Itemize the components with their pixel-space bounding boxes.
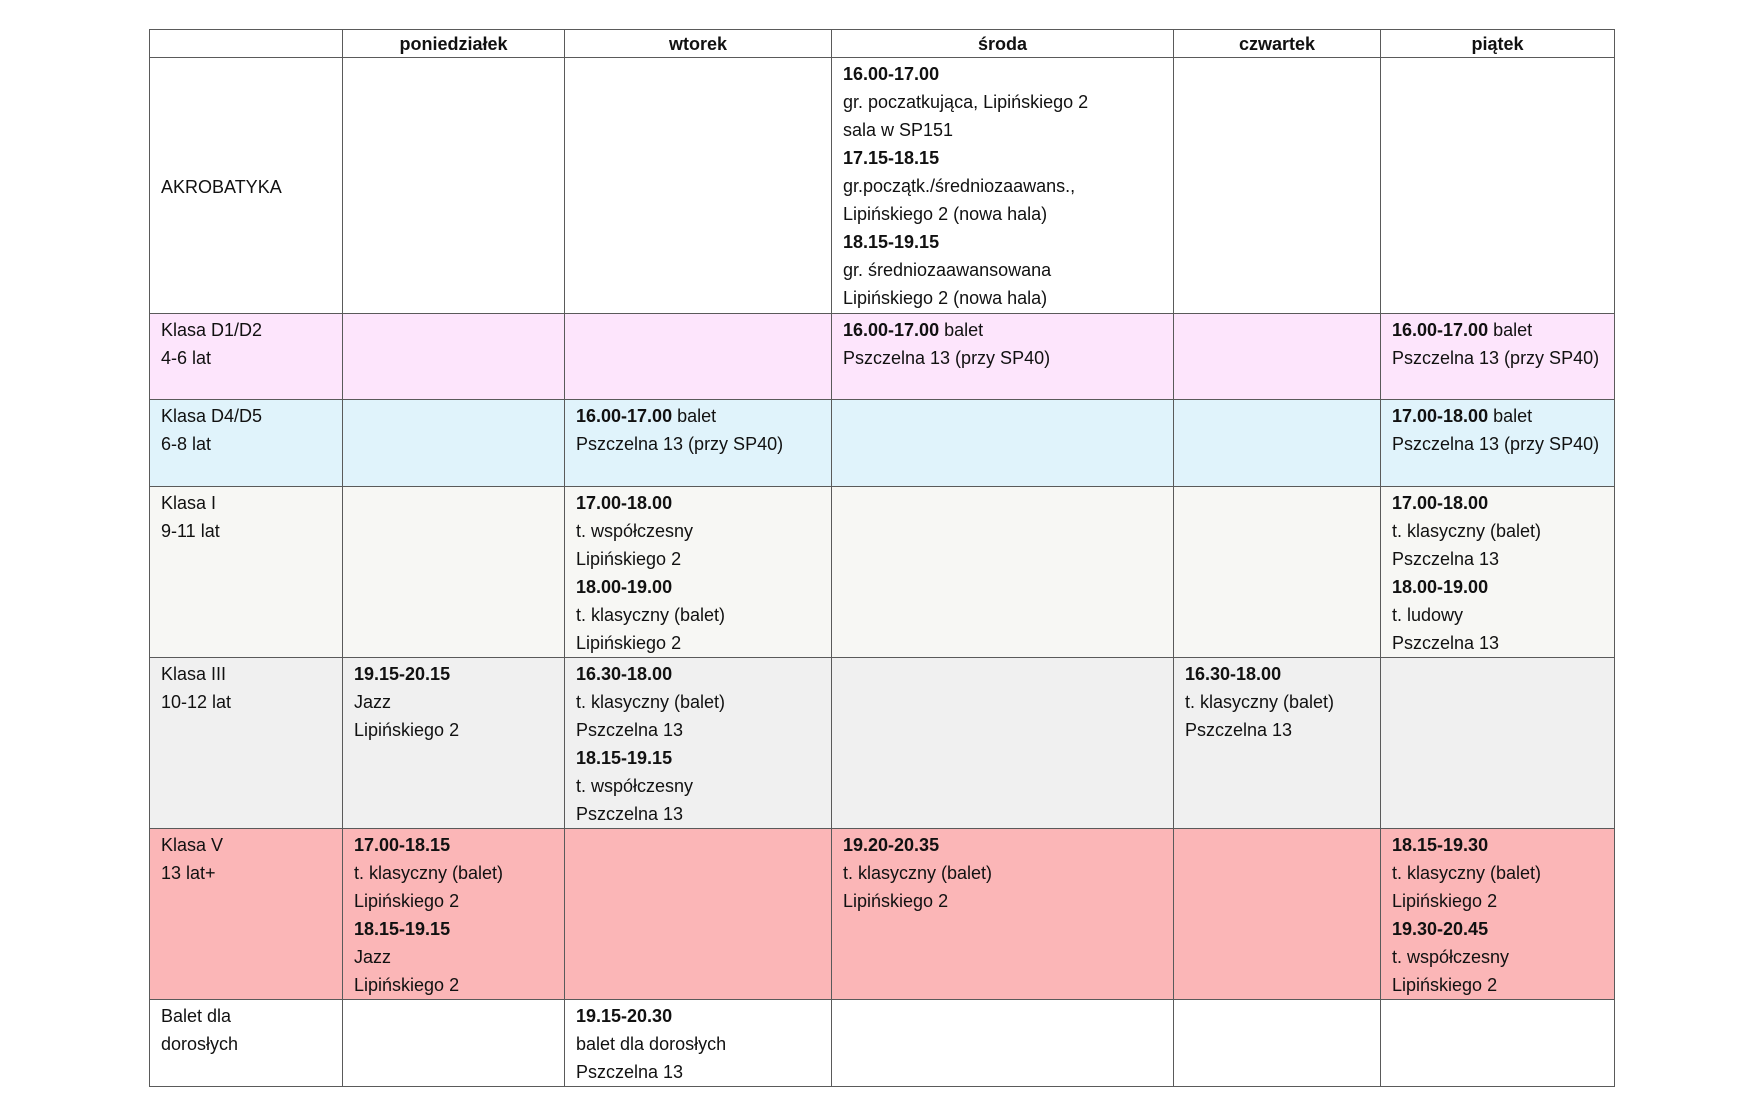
session-detail-line	[1185, 688, 1370, 716]
session-time-line	[354, 660, 554, 688]
session-text: Pszczelna 13 (przy SP40)	[576, 434, 784, 454]
row-klasa5	[150, 829, 1615, 1000]
session-time: 18.15-19.15	[576, 748, 673, 768]
header-wednesday: środa	[832, 30, 1174, 58]
class-label-line: 10-12 lat	[161, 692, 232, 712]
session-text: t. klasyczny (balet)	[576, 605, 726, 625]
cell-wednesday	[832, 1000, 1174, 1087]
session-detail-line	[843, 172, 1163, 200]
row-klasa1	[150, 487, 1615, 658]
cell-wednesday	[832, 829, 1174, 1000]
cell-wednesday	[832, 58, 1174, 314]
cell-monday	[343, 829, 565, 1000]
class-label	[150, 829, 343, 1000]
cell-monday	[343, 1000, 565, 1087]
session-text: Pszczelna 13	[576, 1062, 684, 1082]
header-thursday: czwartek	[1174, 30, 1381, 58]
session-detail-line	[576, 800, 821, 828]
session-time: 18.00-19.00	[576, 577, 673, 597]
header-monday: poniedziałek	[343, 30, 565, 58]
session-detail-line	[1392, 971, 1604, 999]
session-text: Jazz	[354, 692, 392, 712]
session-time: 16.30-18.00	[1185, 664, 1282, 684]
class-label	[150, 400, 343, 487]
header-tuesday: wtorek	[565, 30, 832, 58]
session-time: 17.00-18.15	[354, 835, 451, 855]
session-detail-line	[843, 344, 1163, 372]
cell-thursday	[1174, 829, 1381, 1000]
session-text: t. klasyczny (balet)	[1392, 863, 1542, 883]
cell-tuesday	[565, 658, 832, 829]
row-akrobatyka	[150, 58, 1615, 314]
cell-friday	[1381, 314, 1615, 400]
cell-monday	[343, 658, 565, 829]
session-text: Jazz	[354, 947, 392, 967]
session-time-line	[1185, 660, 1370, 688]
session-text: balet	[672, 406, 717, 426]
session-text: Pszczelna 13	[1392, 633, 1500, 653]
cell-tuesday	[565, 829, 832, 1000]
session-time: 18.00-19.00	[1392, 577, 1489, 597]
cell-friday	[1381, 829, 1615, 1000]
session-detail-line	[843, 887, 1163, 915]
class-label-line: 9-11 lat	[161, 521, 220, 541]
row-klasa3	[150, 658, 1615, 829]
class-label-line: 6-8 lat	[161, 434, 212, 454]
cell-tuesday	[565, 314, 832, 400]
session-detail-line	[843, 256, 1163, 284]
session-detail-line	[354, 716, 554, 744]
header-friday: piątek	[1381, 30, 1615, 58]
session-time-line	[843, 831, 1163, 859]
session-detail-line	[1392, 430, 1604, 458]
cell-friday	[1381, 1000, 1615, 1087]
class-label-line: 13 lat+	[161, 863, 216, 883]
session-time-line	[576, 402, 821, 430]
session-time: 18.15-19.15	[354, 919, 451, 939]
session-text: t. ludowy	[1392, 605, 1464, 625]
cell-friday	[1381, 58, 1615, 314]
session-time-line	[1392, 915, 1604, 943]
session-text: gr. średniozaawansowana	[843, 260, 1052, 280]
session-detail-line	[843, 116, 1163, 144]
session-text: Pszczelna 13	[1185, 720, 1293, 740]
session-detail-line	[1392, 601, 1604, 629]
cell-wednesday	[832, 487, 1174, 658]
session-text: Lipińskiego 2	[576, 549, 682, 569]
class-label-line: Balet dla	[161, 1006, 232, 1026]
session-detail-line	[576, 716, 821, 744]
cell-tuesday	[565, 58, 832, 314]
session-time: 17.00-18.00	[1392, 406, 1489, 426]
class-label	[150, 58, 343, 314]
session-text: balet	[1488, 320, 1533, 340]
session-detail-line	[576, 1058, 821, 1086]
session-text: Pszczelna 13	[576, 804, 684, 824]
session-text: Lipińskiego 2	[354, 891, 460, 911]
session-text: t. współczesny	[576, 521, 694, 541]
session-time: 16.00-17.00	[576, 406, 673, 426]
session-time: 16.00-17.00	[843, 320, 940, 340]
class-label-line: Klasa V	[161, 835, 224, 855]
session-time-line	[354, 915, 554, 943]
session-time: 19.15-20.15	[354, 664, 451, 684]
session-time: 16.00-17.00	[1392, 320, 1489, 340]
session-text: Lipińskiego 2 (nowa hala)	[843, 288, 1048, 308]
cell-friday	[1381, 400, 1615, 487]
session-time-line	[576, 489, 821, 517]
class-label	[150, 487, 343, 658]
cell-thursday	[1174, 658, 1381, 829]
session-detail-line	[576, 688, 821, 716]
session-text: Pszczelna 13 (przy SP40)	[1392, 434, 1600, 454]
session-detail-line	[1392, 887, 1604, 915]
session-detail-line	[843, 284, 1163, 312]
session-time-line	[1392, 573, 1604, 601]
session-time: 17.00-18.00	[576, 493, 673, 513]
session-detail-line	[354, 943, 554, 971]
class-label-line: 4-6 lat	[161, 348, 212, 368]
session-text: Pszczelna 13 (przy SP40)	[843, 348, 1051, 368]
session-detail-line	[1185, 716, 1370, 744]
cell-friday	[1381, 658, 1615, 829]
session-time-line	[1392, 489, 1604, 517]
class-label-line: Klasa I	[161, 493, 217, 513]
row-d1d2	[150, 314, 1615, 400]
header-row	[150, 30, 1615, 58]
header-corner	[150, 30, 343, 58]
cell-thursday	[1174, 58, 1381, 314]
session-detail-line	[576, 430, 821, 458]
cell-tuesday	[565, 487, 832, 658]
cell-monday	[343, 400, 565, 487]
session-text: Lipińskiego 2	[843, 891, 949, 911]
session-text: t. klasyczny (balet)	[576, 692, 726, 712]
cell-monday	[343, 314, 565, 400]
row-d4d5	[150, 400, 1615, 487]
cell-thursday	[1174, 487, 1381, 658]
class-label-line: Klasa III	[161, 664, 227, 684]
session-text: Lipińskiego 2	[354, 975, 460, 995]
session-time: 16.30-18.00	[576, 664, 673, 684]
cell-friday	[1381, 487, 1615, 658]
session-detail-line	[576, 517, 821, 545]
cell-wednesday	[832, 400, 1174, 487]
session-text: Lipińskiego 2	[1392, 891, 1498, 911]
session-text: gr. poczatkująca, Lipińskiego 2	[843, 92, 1089, 112]
session-time-line	[576, 744, 821, 772]
cell-monday	[343, 58, 565, 314]
session-text: t. klasyczny (balet)	[1185, 692, 1335, 712]
session-time-line	[576, 573, 821, 601]
class-label-line: dorosłych	[161, 1034, 239, 1054]
class-label-line: AKROBATYKA	[161, 176, 282, 197]
class-label	[150, 1000, 343, 1087]
session-detail-line	[1392, 943, 1604, 971]
schedule-body	[150, 58, 1615, 1087]
session-detail-line	[1392, 629, 1604, 657]
session-detail-line	[1392, 344, 1604, 372]
session-detail-line	[843, 859, 1163, 887]
session-text: sala w SP151	[843, 120, 954, 140]
session-detail-line	[1392, 517, 1604, 545]
session-time: 17.00-18.00	[1392, 493, 1489, 513]
session-time: 19.15-20.30	[576, 1006, 673, 1026]
session-text: t. współczesny	[576, 776, 694, 796]
session-detail-line	[576, 545, 821, 573]
class-label-line: Klasa D1/D2	[161, 320, 263, 340]
session-text: t. klasyczny (balet)	[1392, 521, 1542, 541]
cell-tuesday	[565, 400, 832, 487]
row-dorosli	[150, 1000, 1615, 1087]
session-time-line	[354, 831, 554, 859]
session-time: 17.15-18.15	[843, 148, 940, 168]
session-text: gr.początk./średniozaawans.,	[843, 176, 1076, 196]
session-time-line	[843, 228, 1163, 256]
session-time-line	[576, 660, 821, 688]
cell-thursday	[1174, 314, 1381, 400]
session-text: Lipińskiego 2	[1392, 975, 1498, 995]
session-time-line	[843, 60, 1163, 88]
schedule-table	[149, 29, 1615, 1087]
session-text: balet	[939, 320, 984, 340]
session-text: Lipińskiego 2	[576, 633, 682, 653]
session-time: 19.30-20.45	[1392, 919, 1489, 939]
session-detail-line	[843, 88, 1163, 116]
session-detail-line	[576, 1030, 821, 1058]
session-text: t. klasyczny (balet)	[354, 863, 504, 883]
cell-thursday	[1174, 400, 1381, 487]
session-detail-line	[843, 200, 1163, 228]
session-text: Pszczelna 13	[576, 720, 684, 740]
cell-wednesday	[832, 658, 1174, 829]
session-detail-line	[354, 971, 554, 999]
session-time: 18.15-19.15	[843, 232, 940, 252]
session-detail-line	[576, 772, 821, 800]
class-label	[150, 658, 343, 829]
session-time: 18.15-19.30	[1392, 835, 1489, 855]
session-time-line	[843, 316, 1163, 344]
session-text: Lipińskiego 2	[354, 720, 460, 740]
class-label	[150, 314, 343, 400]
session-text: balet dla dorosłych	[576, 1034, 727, 1054]
session-time-line	[1392, 316, 1604, 344]
session-time: 16.00-17.00	[843, 64, 940, 84]
session-text: Lipińskiego 2 (nowa hala)	[843, 204, 1048, 224]
session-time-line	[843, 144, 1163, 172]
session-text: Pszczelna 13	[1392, 549, 1500, 569]
session-text: Pszczelna 13 (przy SP40)	[1392, 348, 1600, 368]
cell-monday	[343, 487, 565, 658]
cell-thursday	[1174, 1000, 1381, 1087]
session-detail-line	[354, 859, 554, 887]
class-label-line: Klasa D4/D5	[161, 406, 263, 426]
session-detail-line	[354, 887, 554, 915]
session-detail-line	[576, 601, 821, 629]
session-time: 19.20-20.35	[843, 835, 940, 855]
session-text: t. współczesny	[1392, 947, 1510, 967]
cell-wednesday	[832, 314, 1174, 400]
session-detail-line	[576, 629, 821, 657]
session-detail-line	[1392, 545, 1604, 573]
session-detail-line	[1392, 859, 1604, 887]
session-time-line	[576, 1002, 821, 1030]
session-time-line	[1392, 831, 1604, 859]
session-time-line	[1392, 402, 1604, 430]
session-text: balet	[1488, 406, 1533, 426]
session-detail-line	[354, 688, 554, 716]
cell-tuesday	[565, 1000, 832, 1087]
session-text: t. klasyczny (balet)	[843, 863, 993, 883]
